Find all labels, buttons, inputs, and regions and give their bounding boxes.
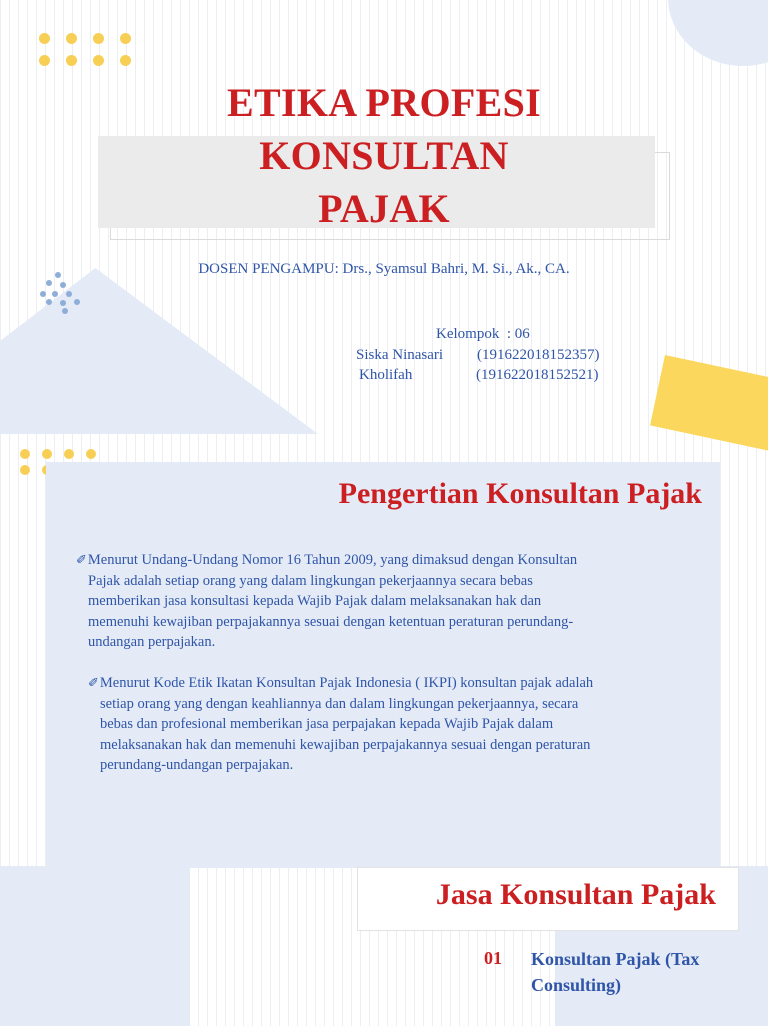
member-name: Siska Ninasari: [356, 346, 444, 363]
paragraph-line: setiap orang yang dengan keahliannya dan dalam lingkungan pekerjaannya, secara: [100, 695, 579, 712]
service-number: 01: [484, 948, 502, 968]
definition-paragraph-1: [76, 550, 676, 653]
paragraph-line: bebas dan profesional memberikan jasa perpajakan kepada Wajib Pajak dalam: [100, 716, 554, 732]
paragraph-first-line: Menurut Kode Etik Ikatan Konsultan Pajak Indonesia ( IKPI) konsultan pajak adalah: [99, 675, 594, 691]
section-title-definition: Pengertian Konsultan Pajak: [338, 477, 702, 510]
decorative-blue-dots: [40, 272, 88, 314]
definition-paragraph-2: [88, 673, 688, 776]
member-row: [356, 365, 646, 386]
group-label: Kelompok : 06: [436, 326, 530, 342]
paragraph-first-line: Menurut Undang-Undang Nomor 16 Tahun 2009, yang dimaksud dengan Konsultan: [87, 552, 578, 568]
decorative-yellow-dots-top: [39, 33, 131, 66]
paragraph-line: melaksanakan hak dan memenuhi kewajiban perpajakannya sesuai dengan peraturan: [100, 736, 591, 753]
title-line-2: KONSULTAN: [259, 133, 509, 178]
decorative-yellow-rectangle: [650, 355, 768, 455]
definition-panel: [46, 462, 720, 868]
member-row: [356, 345, 646, 366]
paragraph-line: Pajak adalah setiap orang yang dalam lingkungan pekerjaannya secara bebas: [88, 572, 533, 589]
page-title: [80, 76, 688, 235]
member-name: Kholifah: [359, 367, 413, 383]
pen-icon: ✐: [76, 552, 87, 567]
service-label: Konsultan Pajak (Tax Consulting): [531, 949, 700, 995]
title-line-1: ETIKA PROFESI: [227, 80, 541, 125]
paragraph-line: memenuhi kewajiban perpajakannya sesuai dengan ketentuan peraturan perundang-: [88, 613, 574, 630]
member-id: (191622018152357): [477, 346, 600, 363]
group-info: [356, 324, 646, 386]
lecturer-text: DOSEN PENGAMPU: Drs., Syamsul Bahri, M. Si., Ak., CA.: [198, 261, 570, 277]
title-line-3: PAJAK: [318, 186, 450, 231]
paragraph-line: perundang-undangan perpajakan.: [100, 757, 294, 773]
pen-icon: ✐: [88, 675, 99, 690]
paragraph-line: memberikan jasa konsultasi kepada Wajib Pajak dalam melaksanakan hak dan: [88, 593, 542, 609]
section-title-services: Jasa Konsultan Pajak: [435, 878, 716, 911]
decorative-circle: [668, 0, 768, 66]
decorative-bottom-left-shape: [0, 866, 190, 1026]
member-id: (191622018152521): [476, 367, 599, 383]
paragraph-line: undangan perpajakan.: [88, 634, 216, 650]
